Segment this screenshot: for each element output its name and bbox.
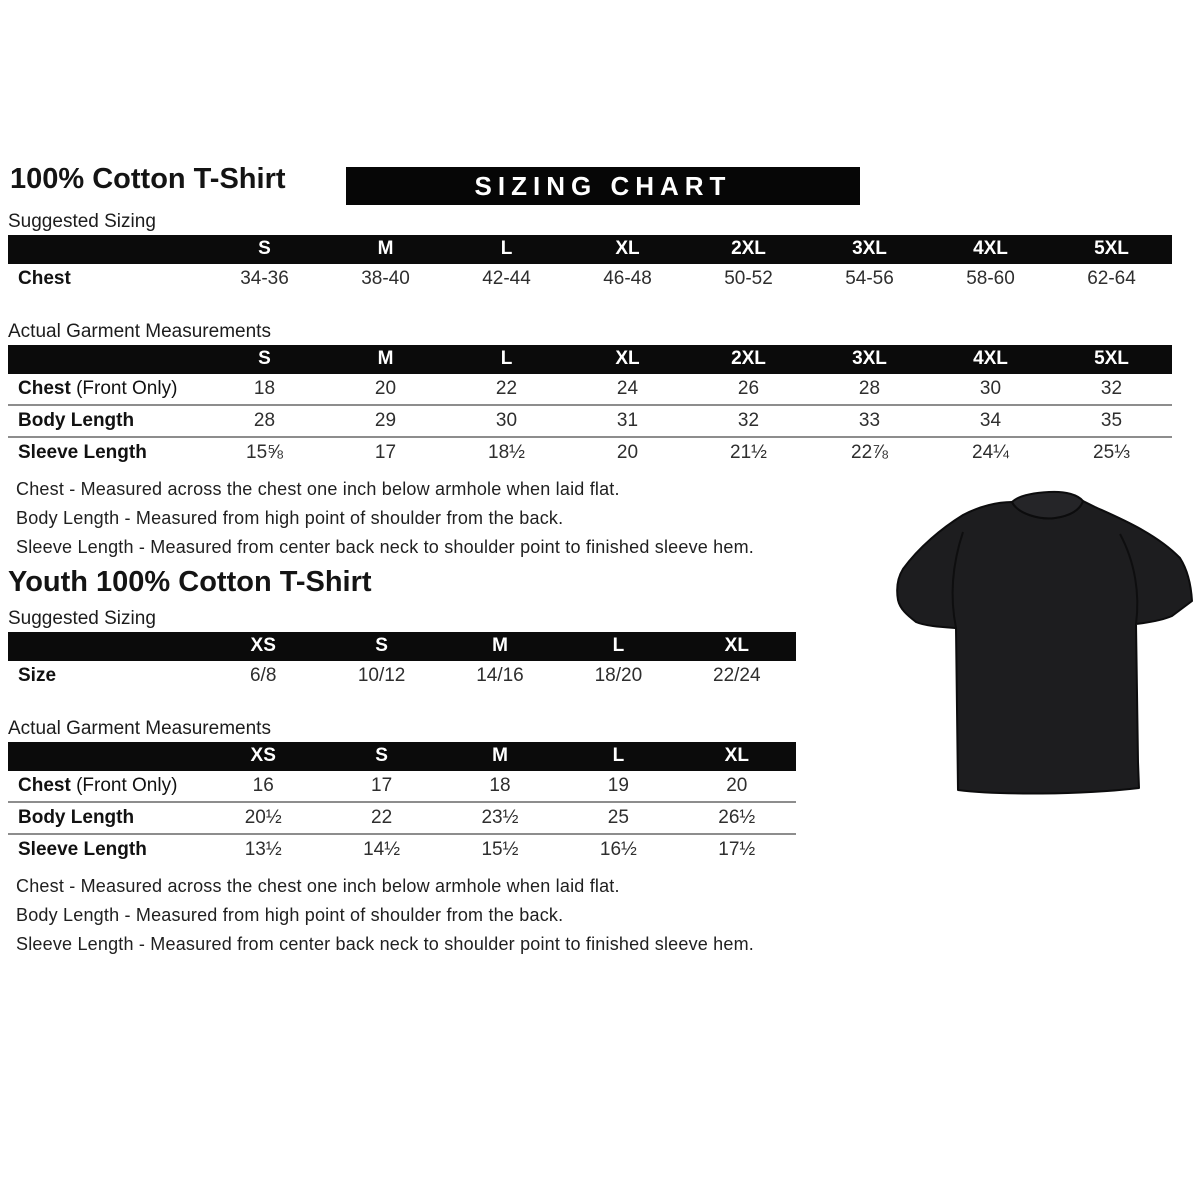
table-row [8, 374, 1172, 405]
size-column-header: 5XL [1051, 345, 1172, 374]
measurement-value-cell: 26 [737, 378, 760, 399]
measurement-value-cell: 35 [1100, 410, 1123, 431]
measurement-value-cell: 34 [979, 410, 1002, 431]
corner-cell [8, 632, 204, 661]
tshirt-image [880, 470, 1200, 830]
measurement-row-label: Size [18, 665, 57, 686]
size-column-header: 4XL [930, 235, 1051, 264]
corner-cell [8, 742, 204, 771]
size-column-header: L [446, 235, 567, 264]
table-row [8, 771, 796, 802]
measurement-value-cell: 22⅞ [851, 442, 888, 463]
measurement-value-cell: 42-44 [482, 268, 531, 289]
size-column-header: 3XL [809, 235, 930, 264]
measurement-value-cell: 32 [1100, 378, 1123, 399]
sizing-chart-banner-text: SIZING CHART [474, 170, 732, 201]
size-column-header: M [441, 742, 559, 771]
measurement-value-cell: 62-64 [1087, 268, 1136, 289]
measurement-value-cell: 6/8 [249, 665, 277, 686]
measurement-value-cell: 54-56 [845, 268, 894, 289]
size-column-header: L [559, 632, 677, 661]
measurement-value-cell: 30 [979, 378, 1002, 399]
measurement-row-label: Sleeve Length [18, 839, 147, 860]
tshirt-body [897, 501, 1192, 794]
size-column-header: M [325, 235, 446, 264]
measurement-value-cell: 31 [616, 410, 639, 431]
youth-measurement-notes [8, 876, 1172, 955]
adult-actual-table-grid [8, 345, 1172, 468]
measurement-value-cell: 20 [726, 775, 748, 796]
measurement-value-cell: 58-60 [966, 268, 1015, 289]
measurement-value-cell: 20 [374, 378, 397, 399]
size-column-header: S [322, 632, 440, 661]
youth-actual-table [8, 742, 796, 865]
table-row [8, 264, 1172, 294]
tshirt-svg [880, 470, 1200, 830]
sizing-chart-banner [346, 167, 860, 205]
page-header [8, 163, 1172, 209]
size-column-header: 3XL [809, 345, 930, 374]
adult-actual-table [8, 345, 1172, 468]
measurement-value-cell: 20 [616, 442, 639, 463]
measurement-value-cell: 46-48 [603, 268, 652, 289]
size-column-header: XS [204, 632, 322, 661]
adult-actual-measurements-label: Actual Garment Measurements [8, 321, 271, 342]
measurement-value-cell: 34-36 [240, 268, 289, 289]
measurement-value-cell: 26½ [718, 807, 756, 828]
measurement-value-cell: 18/20 [594, 665, 643, 686]
page-title: 100% Cotton T-Shirt [10, 163, 286, 195]
size-column-header: S [204, 345, 325, 374]
measurement-row-label: Chest (Front Only) [18, 378, 178, 399]
measurement-note: Sleeve Length - Measured from center back neck to shoulder point to finished sleeve hem. [16, 934, 755, 954]
measurement-value-cell: 29 [374, 410, 397, 431]
youth-title: Youth 100% Cotton T-Shirt [8, 566, 372, 598]
measurement-value-cell: 28 [858, 378, 881, 399]
measurement-value-cell: 17 [371, 775, 393, 796]
measurement-value-cell: 24 [616, 378, 639, 399]
size-column-header: 2XL [688, 235, 809, 264]
youth-actual-measurements-label: Actual Garment Measurements [8, 718, 271, 739]
size-column-header: XL [678, 742, 796, 771]
measurement-value-cell: 38-40 [361, 268, 410, 289]
measurement-value-cell: 18 [253, 378, 276, 399]
youth-suggested-table-grid [8, 632, 796, 691]
size-column-header: XS [204, 742, 322, 771]
measurement-note: Body Length - Measured from high point of shoulder from the back. [16, 905, 564, 925]
size-column-header: XL [567, 235, 688, 264]
adult-suggested-table-grid [8, 235, 1172, 294]
measurement-value-cell: 19 [607, 775, 629, 796]
corner-cell [8, 345, 204, 374]
adult-suggested-table [8, 235, 1172, 294]
measurement-row-label: Sleeve Length [18, 442, 147, 463]
youth-suggested-sizing-label: Suggested Sizing [8, 608, 156, 629]
measurement-value-cell: 23½ [481, 807, 519, 828]
adult-suggested-sizing-label: Suggested Sizing [8, 211, 156, 232]
measurement-row-label: Body Length [18, 410, 135, 431]
table-row [8, 661, 796, 691]
measurement-value-cell: 16 [252, 775, 274, 796]
size-column-header: S [322, 742, 440, 771]
measurement-value-cell: 24¼ [972, 442, 1009, 463]
size-column-header: 5XL [1051, 235, 1172, 264]
measurement-value-cell: 14/16 [476, 665, 524, 686]
measurement-row-label: Body Length [18, 807, 135, 828]
measurement-note: Body Length - Measured from high point of shoulder from the back. [16, 508, 564, 528]
measurement-value-cell: 15⅝ [246, 442, 283, 463]
size-column-header: M [441, 632, 559, 661]
measurement-value-cell: 20½ [244, 807, 282, 828]
size-column-header: XL [567, 345, 688, 374]
size-column-header: M [325, 345, 446, 374]
measurement-row-label: Chest (Front Only) [18, 775, 178, 796]
measurement-value-cell: 25 [607, 807, 629, 828]
youth-actual-table-grid [8, 742, 796, 865]
measurement-value-cell: 33 [858, 410, 881, 431]
measurement-value-cell: 30 [495, 410, 518, 431]
table-row [8, 834, 796, 865]
table-row [8, 802, 796, 834]
measurement-value-cell: 50-52 [724, 268, 773, 289]
size-column-header: S [204, 235, 325, 264]
measurement-value-cell: 13½ [244, 839, 282, 860]
measurement-value-cell: 18½ [488, 442, 525, 463]
measurement-value-cell: 18 [489, 775, 511, 796]
measurement-value-cell: 22/24 [713, 665, 761, 686]
corner-cell [8, 235, 204, 264]
table-row [8, 405, 1172, 437]
measurement-value-cell: 25⅓ [1093, 442, 1130, 463]
size-column-header: L [559, 742, 677, 771]
youth-suggested-table [8, 632, 796, 691]
measurement-value-cell: 22 [495, 378, 518, 399]
size-column-header: L [446, 345, 567, 374]
measurement-value-cell: 14½ [363, 839, 401, 860]
size-column-header: XL [678, 632, 796, 661]
size-column-header: 2XL [688, 345, 809, 374]
measurement-row-label: Chest [18, 268, 71, 289]
table-row [8, 437, 1172, 468]
measurement-value-cell: 28 [253, 410, 276, 431]
measurement-value-cell: 17 [374, 442, 397, 463]
measurement-value-cell: 17½ [718, 839, 756, 860]
measurement-value-cell: 21½ [730, 442, 767, 463]
measurement-note: Sleeve Length - Measured from center back neck to shoulder point to finished sleeve hem. [16, 537, 755, 557]
measurement-value-cell: 16½ [599, 839, 637, 860]
measurement-value-cell: 10/12 [357, 665, 406, 686]
measurement-note: Chest - Measured across the chest one inch below armhole when laid flat. [16, 479, 620, 499]
measurement-note: Chest - Measured across the chest one inch below armhole when laid flat. [16, 876, 620, 896]
measurement-value-cell: 32 [737, 410, 760, 431]
measurement-value-cell: 22 [371, 807, 393, 828]
measurement-value-cell: 15½ [481, 839, 519, 860]
size-column-header: 4XL [930, 345, 1051, 374]
